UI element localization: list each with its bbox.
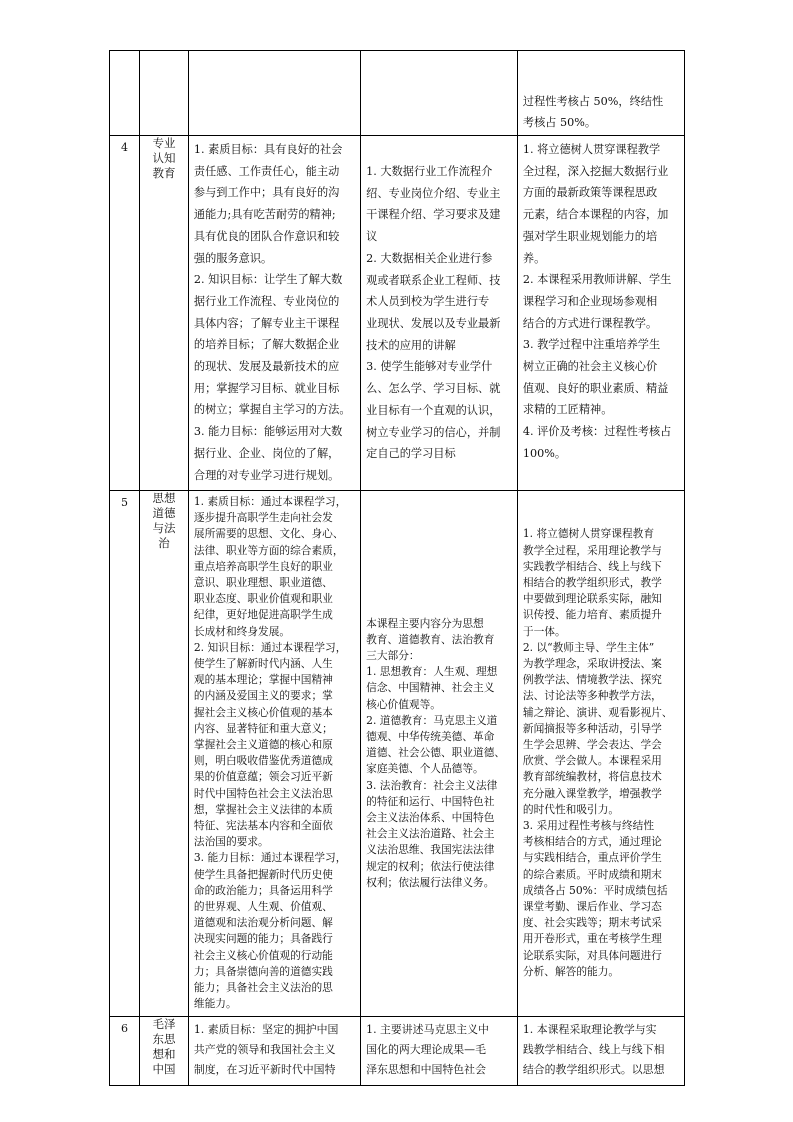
course-goals-cell	[188, 51, 360, 136]
course-content-cell: 1. 大数据行业工作流程介 绍、专业岗位介绍、专业主 干课程介绍、学习要求及建 议 2. 大数据相关企业进行参 观或者联系企业工程师、技 术人员到校为学生进行专 业现状、发展以及专业最新 技术的应用的讲解 3. 使学生能够对专业学什 么、怎么学、学习目标、就 业目标有一个直观的认识， 树立专业学习的信心，并制 定自己的学习目标	[361, 136, 518, 491]
table-row	[110, 1016, 685, 1085]
row-number-cell: 4	[110, 136, 140, 491]
row-number-cell	[110, 51, 140, 136]
row-number-cell: 6	[110, 1016, 140, 1085]
course-goals-cell: 1. 素质目标：通过本课程学习， 逐步提升高职学生走向社会发 展所需要的思想、文化、身心、 法律、职业等方面的综合素质， 重点培养高职学生良好的职业 意识、职业理想、职业道德、 职业态度、职业价值观和职业 纪律，更好地促进高职学生成 长成材和终身发展。 2. 知识目标：通过本课程学习， 使学生了解新时代内涵、人生 观的基本理论；掌握中国精神 的内涵及爱国主义的要求；掌 握社会主义核心价值观的基本 内容、显著特征和重大意义； 掌握社会主义道德的核心和原 则，明白吸收借鉴优秀道德成 果的价值意蕴；领会习近平新 时代中国特色社会主义法治思 想，掌握社会主义法律的本质 特征、宪法基本内容和全面依 法治国的要求。 3. 能力目标：通过本课程学习， 使学生具备把握新时代历史使 命的政治能力；具备运用科学 的世界观、人生观、价值观、 道德观和法治观分析问题、解 决现实问题的能力；具备践行 社会主义核心价值观的行动能 力；具备崇德向善的道德实践 能力；具备社会主义法治的思 维能力。	[188, 491, 360, 1017]
course-content-cell: 本课程主要内容分为思想 教育、道德教育、法治教育 三大部分： 1. 思想教育：人生观、理想 信念、中国精神、社会主义 核心价值观等。 2. 道德教育：马克思主义道 德观、中华传统美德、革命 道德、社会公德、职业道德、 家庭美德、个人品德等。 3. 法治教育：社会主义法律 的特征和运行、中国特色社 会主义法治体系、中国特色 社会主义法治道路、社会主 义法治思维、我国宪法法律 规定的权利；依法行使法律 权利；依法履行法律义务。	[361, 491, 518, 1017]
course-content-cell	[361, 51, 518, 136]
table-row	[110, 491, 685, 1017]
course-goals-cell: 1. 素质目标：坚定的拥护中国 共产党的领导和我国社会主义 制度，在习近平新时代中国特	[188, 1016, 360, 1085]
curriculum-table	[109, 50, 685, 1086]
teaching-method-cell: 过程性考核占 50%，终结性 考核占 50%。	[517, 51, 684, 136]
course-name-cell	[140, 51, 189, 136]
teaching-method-cell: 1. 将立德树人贯穿课程教育 教学全过程，采用理论教学与 实践教学相结合、线上与线下 相结合的教学组织形式，教学 中要做到理论联系实际，融知 识传授、能力培育、素质提升 于一体。 2. 以“教师主导、学生主体” 为教学理念，采取讲授法、案 例教学法、情境教学法、探究 法、讨论法等多种教学方法， 辅之辩论、演讲、观看影视片、 新闻摘报等多种活动，引导学 生学会思辨、学会表达、学会 欣赏、学会做人。本课程采用 教育部统编教材，将信息技术 充分融入课堂教学，增强教学 的时代性和吸引力。 3. 采用过程性考核与终结性 考核相结合的方式，通过理论 与实践相结合，重点评价学生 的综合素质。平时成绩和期末 成绩各占 50%：平时成绩包括 课堂考勤、课后作业、学习态 度、社会实践等；期末考试采 用开卷形式，重在考核学生理 论联系实际，对具体问题进行 分析、解答的能力。	[517, 491, 684, 1017]
table-row	[110, 136, 685, 491]
course-name-cell: 毛泽 东思 想和 中国	[140, 1016, 189, 1085]
course-content-cell: 1. 主要讲述马克思主义中 国化的两大理论成果—毛 泽东思想和中国特色社会	[361, 1016, 518, 1085]
course-goals-cell: 1. 素质目标：具有良好的社会 责任感、工作责任心，能主动 参与到工作中；具有良好的沟 通能力;具有吃苦耐劳的精神; 具有优良的团队合作意识和较 强的服务意识。 2. 知识目标：让学生了解大数 据行业工作流程、专业岗位的 具体内容；了解专业主干课程 的培养目标；了解大数据企业 的现状、发展及最新技术的应 用；掌握学习目标、就业目标 的树立；掌握自主学习的方法。 3. 能力目标：能够运用对大数 据行业、企业、岗位的了解， 合理的对专业学习进行规划。	[188, 136, 360, 491]
teaching-method-cell: 1. 将立德树人贯穿课程教学 全过程，深入挖掘大数据行业 方面的最新政策等课程思政 元素，结合本课程的内容，加 强对学生职业规划能力的培 养。 2. 本课程采用教师讲解、学生 课程学习和企业现场参观相 结合的方式进行课程教学。 3. 教学过程中注重培养学生 树立正确的社会主义核心价 值观、良好的职业素质、精益 求精的工匠精神。 4. 评价及考核：过程性考核占 100%。	[517, 136, 684, 491]
teaching-method-cell: 1. 本课程采取理论教学与实 践教学相结合、线上与线下相 结合的教学组织形式。以思想	[517, 1016, 684, 1085]
row-number-cell: 5	[110, 491, 140, 1017]
course-name-cell: 专业 认知 教育	[140, 136, 189, 491]
course-name-cell: 思想 道德 与法 治	[140, 491, 189, 1017]
table-row	[110, 51, 685, 136]
